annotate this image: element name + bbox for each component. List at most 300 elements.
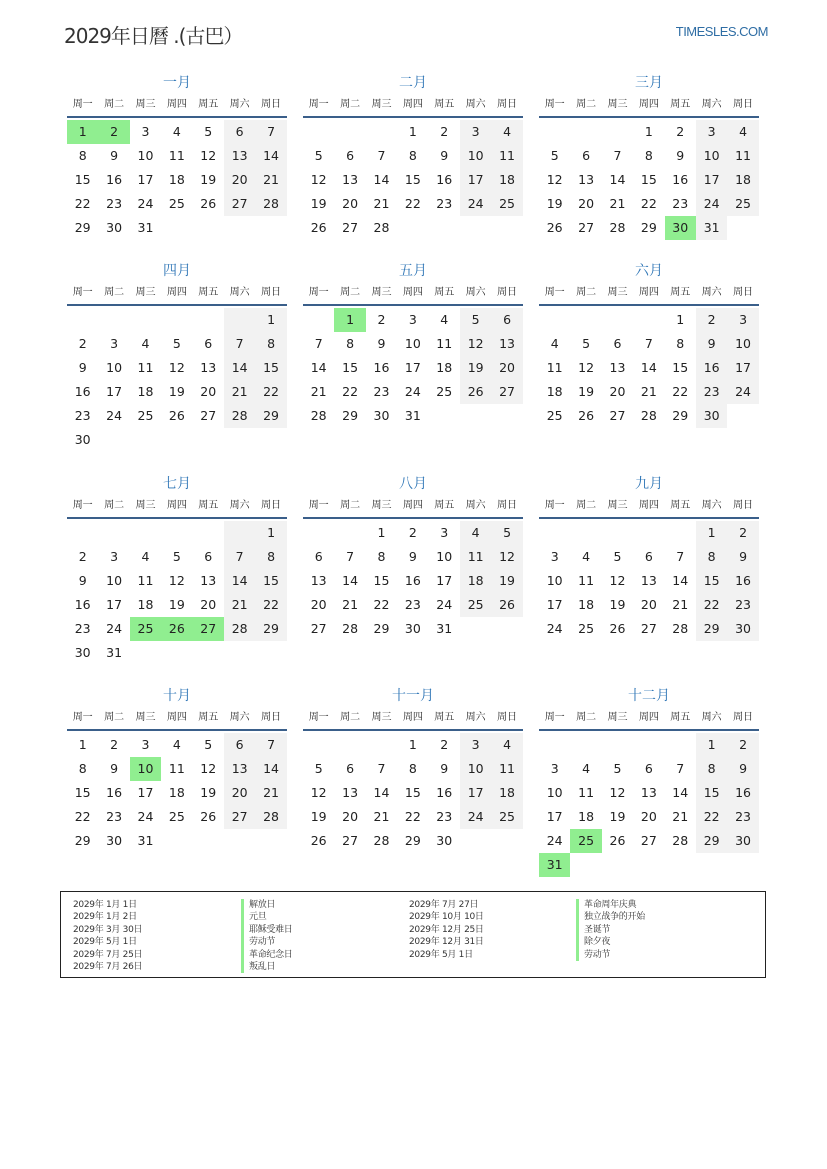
- day-cell[interactable]: 19: [200, 172, 217, 187]
- day-cell[interactable]: 27: [224, 805, 255, 829]
- day-cell[interactable]: 26: [578, 408, 595, 423]
- day-cell[interactable]: 31: [137, 220, 154, 235]
- day-cell[interactable]: 18: [436, 360, 453, 375]
- day-cell[interactable]: 22: [404, 196, 421, 211]
- day-cell[interactable]: 22: [373, 597, 390, 612]
- day-cell[interactable]: 15: [74, 785, 91, 800]
- day-cell[interactable]: 30: [727, 829, 758, 853]
- day-cell[interactable]: 24: [460, 805, 491, 829]
- day-cell[interactable]: 19: [578, 384, 595, 399]
- day-cell[interactable]: 4: [141, 336, 150, 351]
- day-cell[interactable]: 31: [404, 408, 421, 423]
- day-cell[interactable]: 10: [106, 360, 123, 375]
- day-cell[interactable]: 11: [491, 757, 522, 781]
- day-cell[interactable]: 20: [310, 597, 327, 612]
- day-cell[interactable]: 31: [137, 833, 154, 848]
- day-cell[interactable]: 20: [342, 196, 359, 211]
- day-cell[interactable]: 17: [460, 168, 491, 192]
- day-cell[interactable]: 15: [404, 785, 421, 800]
- day-cell[interactable]: 21: [224, 380, 255, 404]
- day-cell[interactable]: 26: [310, 833, 327, 848]
- day-cell[interactable]: 23: [106, 196, 123, 211]
- day-cell[interactable]: 17: [460, 781, 491, 805]
- day-cell[interactable]: 2: [377, 312, 386, 327]
- day-cell[interactable]: 29: [672, 408, 689, 423]
- day-cell[interactable]: 28: [310, 408, 327, 423]
- day-cell[interactable]: 15: [672, 360, 689, 375]
- day-cell[interactable]: 18: [578, 809, 595, 824]
- day-cell[interactable]: 6: [613, 336, 622, 351]
- day-cell[interactable]: 20: [200, 597, 217, 612]
- day-cell[interactable]: 19: [310, 196, 327, 211]
- day-cell[interactable]: 13: [342, 172, 359, 187]
- day-cell[interactable]: 17: [546, 809, 563, 824]
- day-cell[interactable]: 1: [255, 308, 286, 332]
- day-cell[interactable]: 12: [546, 172, 563, 187]
- day-cell[interactable]: 30: [436, 833, 453, 848]
- day-cell[interactable]: 29: [74, 833, 91, 848]
- day-cell[interactable]: 27: [200, 408, 217, 423]
- day-cell[interactable]: 15: [373, 573, 390, 588]
- day-cell[interactable]: 24: [436, 597, 453, 612]
- day-cell[interactable]: 8: [255, 545, 286, 569]
- day-cell[interactable]: 21: [609, 196, 626, 211]
- holiday-day-cell[interactable]: 25: [570, 829, 601, 853]
- day-cell[interactable]: 8: [78, 148, 87, 163]
- day-cell[interactable]: 26: [546, 220, 563, 235]
- day-cell[interactable]: 18: [168, 785, 185, 800]
- day-cell[interactable]: 9: [727, 545, 758, 569]
- day-cell[interactable]: 16: [672, 172, 689, 187]
- day-cell[interactable]: 1: [377, 525, 386, 540]
- day-cell[interactable]: 1: [676, 312, 685, 327]
- day-cell[interactable]: 14: [640, 360, 657, 375]
- day-cell[interactable]: 5: [460, 308, 491, 332]
- day-cell[interactable]: 26: [200, 809, 217, 824]
- day-cell[interactable]: 21: [255, 168, 286, 192]
- day-cell[interactable]: 6: [314, 549, 323, 564]
- day-cell[interactable]: 9: [440, 148, 449, 163]
- day-cell[interactable]: 8: [676, 336, 685, 351]
- day-cell[interactable]: 30: [727, 617, 758, 641]
- holiday-day-cell[interactable]: 30: [665, 216, 696, 240]
- day-cell[interactable]: 25: [491, 192, 522, 216]
- day-cell[interactable]: 23: [106, 809, 123, 824]
- day-cell[interactable]: 26: [460, 380, 491, 404]
- day-cell[interactable]: 22: [404, 809, 421, 824]
- day-cell[interactable]: 7: [676, 761, 685, 776]
- day-cell[interactable]: 22: [672, 384, 689, 399]
- day-cell[interactable]: 29: [255, 404, 286, 428]
- day-cell[interactable]: 28: [609, 220, 626, 235]
- holiday-day-cell[interactable]: 1: [334, 308, 365, 332]
- day-cell[interactable]: 2: [676, 124, 685, 139]
- day-cell[interactable]: 13: [640, 785, 657, 800]
- day-cell[interactable]: 7: [224, 545, 255, 569]
- day-cell[interactable]: 28: [224, 404, 255, 428]
- day-cell[interactable]: 21: [640, 384, 657, 399]
- day-cell[interactable]: 27: [342, 833, 359, 848]
- day-cell[interactable]: 19: [491, 569, 522, 593]
- day-cell[interactable]: 6: [204, 549, 213, 564]
- day-cell[interactable]: 20: [609, 384, 626, 399]
- day-cell[interactable]: 29: [74, 220, 91, 235]
- day-cell[interactable]: 2: [727, 733, 758, 757]
- day-cell[interactable]: 15: [74, 172, 91, 187]
- day-cell[interactable]: 21: [373, 809, 390, 824]
- day-cell[interactable]: 31: [436, 621, 453, 636]
- day-cell[interactable]: 22: [696, 593, 727, 617]
- day-cell[interactable]: 4: [727, 120, 758, 144]
- day-cell[interactable]: 13: [310, 573, 327, 588]
- day-cell[interactable]: 25: [137, 408, 154, 423]
- day-cell[interactable]: 19: [609, 597, 626, 612]
- day-cell[interactable]: 18: [578, 597, 595, 612]
- day-cell[interactable]: 12: [168, 360, 185, 375]
- day-cell[interactable]: 19: [546, 196, 563, 211]
- day-cell[interactable]: 7: [314, 336, 323, 351]
- day-cell[interactable]: 23: [74, 621, 91, 636]
- day-cell[interactable]: 7: [377, 761, 386, 776]
- day-cell[interactable]: 20: [491, 356, 522, 380]
- day-cell[interactable]: 23: [436, 809, 453, 824]
- day-cell[interactable]: 13: [640, 573, 657, 588]
- day-cell[interactable]: 3: [440, 525, 449, 540]
- day-cell[interactable]: 28: [373, 220, 390, 235]
- day-cell[interactable]: 7: [644, 336, 653, 351]
- day-cell[interactable]: 30: [74, 432, 91, 447]
- day-cell[interactable]: 19: [168, 597, 185, 612]
- day-cell[interactable]: 25: [436, 384, 453, 399]
- day-cell[interactable]: 17: [137, 785, 154, 800]
- day-cell[interactable]: 3: [550, 549, 559, 564]
- day-cell[interactable]: 14: [224, 356, 255, 380]
- day-cell[interactable]: 19: [609, 809, 626, 824]
- day-cell[interactable]: 4: [172, 737, 181, 752]
- day-cell[interactable]: 12: [578, 360, 595, 375]
- day-cell[interactable]: 9: [676, 148, 685, 163]
- day-cell[interactable]: 13: [609, 360, 626, 375]
- day-cell[interactable]: 11: [546, 360, 563, 375]
- holiday-day-cell[interactable]: 31: [539, 853, 570, 877]
- day-cell[interactable]: 28: [342, 621, 359, 636]
- day-cell[interactable]: 27: [224, 192, 255, 216]
- day-cell[interactable]: 24: [137, 809, 154, 824]
- day-cell[interactable]: 30: [106, 833, 123, 848]
- day-cell[interactable]: 4: [460, 521, 491, 545]
- day-cell[interactable]: 8: [644, 148, 653, 163]
- day-cell[interactable]: 20: [578, 196, 595, 211]
- day-cell[interactable]: 29: [696, 617, 727, 641]
- day-cell[interactable]: 18: [491, 781, 522, 805]
- site-logo-text[interactable]: TIMESLES.COM: [675, 24, 768, 39]
- day-cell[interactable]: 17: [106, 384, 123, 399]
- day-cell[interactable]: 11: [578, 573, 595, 588]
- day-cell[interactable]: 20: [342, 809, 359, 824]
- day-cell[interactable]: 7: [346, 549, 355, 564]
- day-cell[interactable]: 13: [342, 785, 359, 800]
- day-cell[interactable]: 15: [342, 360, 359, 375]
- day-cell[interactable]: 9: [110, 761, 119, 776]
- day-cell[interactable]: 1: [696, 521, 727, 545]
- day-cell[interactable]: 19: [168, 384, 185, 399]
- day-cell[interactable]: 7: [377, 148, 386, 163]
- day-cell[interactable]: 10: [696, 144, 727, 168]
- day-cell[interactable]: 14: [342, 573, 359, 588]
- day-cell[interactable]: 23: [404, 597, 421, 612]
- day-cell[interactable]: 10: [546, 573, 563, 588]
- day-cell[interactable]: 17: [436, 573, 453, 588]
- day-cell[interactable]: 27: [310, 621, 327, 636]
- day-cell[interactable]: 13: [578, 172, 595, 187]
- day-cell[interactable]: 3: [727, 308, 758, 332]
- day-cell[interactable]: 23: [74, 408, 91, 423]
- day-cell[interactable]: 16: [436, 785, 453, 800]
- day-cell[interactable]: 13: [491, 332, 522, 356]
- day-cell[interactable]: 6: [491, 308, 522, 332]
- day-cell[interactable]: 5: [582, 336, 591, 351]
- day-cell[interactable]: 9: [727, 757, 758, 781]
- day-cell[interactable]: 8: [377, 549, 386, 564]
- day-cell[interactable]: 22: [342, 384, 359, 399]
- day-cell[interactable]: 10: [727, 332, 758, 356]
- day-cell[interactable]: 4: [440, 312, 449, 327]
- day-cell[interactable]: 10: [460, 144, 491, 168]
- day-cell[interactable]: 9: [78, 360, 87, 375]
- day-cell[interactable]: 24: [137, 196, 154, 211]
- day-cell[interactable]: 6: [224, 120, 255, 144]
- day-cell[interactable]: 5: [172, 336, 181, 351]
- day-cell[interactable]: 22: [74, 809, 91, 824]
- day-cell[interactable]: 9: [696, 332, 727, 356]
- day-cell[interactable]: 11: [491, 144, 522, 168]
- day-cell[interactable]: 7: [255, 120, 286, 144]
- day-cell[interactable]: 30: [404, 621, 421, 636]
- day-cell[interactable]: 12: [609, 785, 626, 800]
- day-cell[interactable]: 3: [696, 120, 727, 144]
- day-cell[interactable]: 4: [550, 336, 559, 351]
- day-cell[interactable]: 12: [310, 785, 327, 800]
- day-cell[interactable]: 26: [609, 833, 626, 848]
- day-cell[interactable]: 5: [613, 761, 622, 776]
- day-cell[interactable]: 1: [644, 124, 653, 139]
- day-cell[interactable]: 5: [491, 521, 522, 545]
- day-cell[interactable]: 3: [110, 336, 119, 351]
- day-cell[interactable]: 7: [255, 733, 286, 757]
- day-cell[interactable]: 21: [672, 597, 689, 612]
- day-cell[interactable]: 23: [727, 593, 758, 617]
- day-cell[interactable]: 27: [609, 408, 626, 423]
- day-cell[interactable]: 15: [696, 781, 727, 805]
- day-cell[interactable]: 2: [440, 737, 449, 752]
- day-cell[interactable]: 25: [727, 192, 758, 216]
- day-cell[interactable]: 26: [491, 593, 522, 617]
- day-cell[interactable]: 26: [310, 220, 327, 235]
- day-cell[interactable]: 11: [137, 360, 154, 375]
- day-cell[interactable]: 6: [346, 148, 355, 163]
- day-cell[interactable]: 18: [727, 168, 758, 192]
- day-cell[interactable]: 23: [672, 196, 689, 211]
- day-cell[interactable]: 14: [609, 172, 626, 187]
- day-cell[interactable]: 27: [640, 833, 657, 848]
- day-cell[interactable]: 30: [696, 404, 727, 428]
- day-cell[interactable]: 20: [640, 809, 657, 824]
- day-cell[interactable]: 24: [727, 380, 758, 404]
- day-cell[interactable]: 5: [314, 761, 323, 776]
- day-cell[interactable]: 20: [640, 597, 657, 612]
- day-cell[interactable]: 30: [74, 645, 91, 660]
- holiday-day-cell[interactable]: 26: [161, 617, 192, 641]
- day-cell[interactable]: 22: [255, 593, 286, 617]
- day-cell[interactable]: 16: [727, 781, 758, 805]
- day-cell[interactable]: 27: [342, 220, 359, 235]
- day-cell[interactable]: 3: [460, 733, 491, 757]
- day-cell[interactable]: 11: [137, 573, 154, 588]
- day-cell[interactable]: 1: [408, 124, 417, 139]
- day-cell[interactable]: 12: [168, 573, 185, 588]
- day-cell[interactable]: 18: [491, 168, 522, 192]
- day-cell[interactable]: 23: [696, 380, 727, 404]
- day-cell[interactable]: 2: [696, 308, 727, 332]
- day-cell[interactable]: 14: [224, 569, 255, 593]
- day-cell[interactable]: 5: [204, 124, 213, 139]
- day-cell[interactable]: 18: [168, 172, 185, 187]
- day-cell[interactable]: 28: [255, 805, 286, 829]
- day-cell[interactable]: 10: [436, 549, 453, 564]
- day-cell[interactable]: 29: [255, 617, 286, 641]
- day-cell[interactable]: 8: [78, 761, 87, 776]
- day-cell[interactable]: 25: [168, 196, 185, 211]
- day-cell[interactable]: 16: [106, 172, 123, 187]
- day-cell[interactable]: 1: [696, 733, 727, 757]
- day-cell[interactable]: 11: [460, 545, 491, 569]
- day-cell[interactable]: 17: [404, 360, 421, 375]
- day-cell[interactable]: 9: [440, 761, 449, 776]
- day-cell[interactable]: 26: [609, 621, 626, 636]
- day-cell[interactable]: 5: [314, 148, 323, 163]
- day-cell[interactable]: 25: [578, 621, 595, 636]
- day-cell[interactable]: 29: [696, 829, 727, 853]
- day-cell[interactable]: 30: [106, 220, 123, 235]
- day-cell[interactable]: 3: [550, 761, 559, 776]
- day-cell[interactable]: 2: [408, 525, 417, 540]
- day-cell[interactable]: 11: [727, 144, 758, 168]
- day-cell[interactable]: 21: [255, 781, 286, 805]
- day-cell[interactable]: 9: [78, 573, 87, 588]
- day-cell[interactable]: 16: [106, 785, 123, 800]
- day-cell[interactable]: 15: [404, 172, 421, 187]
- day-cell[interactable]: 21: [310, 384, 327, 399]
- day-cell[interactable]: 4: [141, 549, 150, 564]
- day-cell[interactable]: 17: [106, 597, 123, 612]
- day-cell[interactable]: 13: [224, 757, 255, 781]
- day-cell[interactable]: 5: [613, 549, 622, 564]
- day-cell[interactable]: 29: [640, 220, 657, 235]
- day-cell[interactable]: 10: [137, 148, 154, 163]
- day-cell[interactable]: 21: [672, 809, 689, 824]
- day-cell[interactable]: 14: [373, 785, 390, 800]
- day-cell[interactable]: 12: [200, 148, 217, 163]
- day-cell[interactable]: 19: [460, 356, 491, 380]
- day-cell[interactable]: 23: [373, 384, 390, 399]
- day-cell[interactable]: 13: [224, 144, 255, 168]
- day-cell[interactable]: 14: [373, 172, 390, 187]
- day-cell[interactable]: 14: [255, 757, 286, 781]
- day-cell[interactable]: 12: [491, 545, 522, 569]
- day-cell[interactable]: 26: [168, 408, 185, 423]
- day-cell[interactable]: 8: [346, 336, 355, 351]
- day-cell[interactable]: 28: [640, 408, 657, 423]
- holiday-day-cell[interactable]: 25: [130, 617, 161, 641]
- day-cell[interactable]: 20: [200, 384, 217, 399]
- day-cell[interactable]: 22: [640, 196, 657, 211]
- day-cell[interactable]: 11: [168, 148, 185, 163]
- day-cell[interactable]: 11: [578, 785, 595, 800]
- day-cell[interactable]: 31: [106, 645, 123, 660]
- day-cell[interactable]: 22: [74, 196, 91, 211]
- day-cell[interactable]: 22: [696, 805, 727, 829]
- day-cell[interactable]: 29: [342, 408, 359, 423]
- day-cell[interactable]: 10: [106, 573, 123, 588]
- day-cell[interactable]: 27: [491, 380, 522, 404]
- day-cell[interactable]: 1: [78, 737, 87, 752]
- day-cell[interactable]: 2: [110, 737, 119, 752]
- day-cell[interactable]: 16: [74, 384, 91, 399]
- holiday-day-cell[interactable]: 2: [98, 120, 129, 144]
- day-cell[interactable]: 1: [255, 521, 286, 545]
- day-cell[interactable]: 19: [310, 809, 327, 824]
- day-cell[interactable]: 9: [110, 148, 119, 163]
- day-cell[interactable]: 13: [200, 573, 217, 588]
- day-cell[interactable]: 15: [255, 569, 286, 593]
- day-cell[interactable]: 28: [373, 833, 390, 848]
- day-cell[interactable]: 16: [696, 356, 727, 380]
- day-cell[interactable]: 4: [172, 124, 181, 139]
- day-cell[interactable]: 23: [436, 196, 453, 211]
- day-cell[interactable]: 17: [696, 168, 727, 192]
- day-cell[interactable]: 24: [546, 621, 563, 636]
- day-cell[interactable]: 24: [546, 833, 563, 848]
- holiday-day-cell[interactable]: 1: [67, 120, 98, 144]
- day-cell[interactable]: 16: [74, 597, 91, 612]
- day-cell[interactable]: 17: [727, 356, 758, 380]
- day-cell[interactable]: 20: [224, 168, 255, 192]
- day-cell[interactable]: 24: [696, 192, 727, 216]
- day-cell[interactable]: 25: [546, 408, 563, 423]
- day-cell[interactable]: 9: [377, 336, 386, 351]
- day-cell[interactable]: 4: [582, 549, 591, 564]
- day-cell[interactable]: 12: [460, 332, 491, 356]
- day-cell[interactable]: 22: [255, 380, 286, 404]
- day-cell[interactable]: 9: [408, 549, 417, 564]
- day-cell[interactable]: 2: [727, 521, 758, 545]
- day-cell[interactable]: 5: [550, 148, 559, 163]
- day-cell[interactable]: 16: [436, 172, 453, 187]
- day-cell[interactable]: 2: [78, 549, 87, 564]
- day-cell[interactable]: 4: [491, 120, 522, 144]
- day-cell[interactable]: 1: [408, 737, 417, 752]
- day-cell[interactable]: 15: [696, 569, 727, 593]
- day-cell[interactable]: 30: [373, 408, 390, 423]
- day-cell[interactable]: 3: [110, 549, 119, 564]
- day-cell[interactable]: 2: [78, 336, 87, 351]
- day-cell[interactable]: 21: [224, 593, 255, 617]
- day-cell[interactable]: 7: [676, 549, 685, 564]
- day-cell[interactable]: 8: [408, 148, 417, 163]
- day-cell[interactable]: 17: [546, 597, 563, 612]
- day-cell[interactable]: 5: [172, 549, 181, 564]
- day-cell[interactable]: 25: [460, 593, 491, 617]
